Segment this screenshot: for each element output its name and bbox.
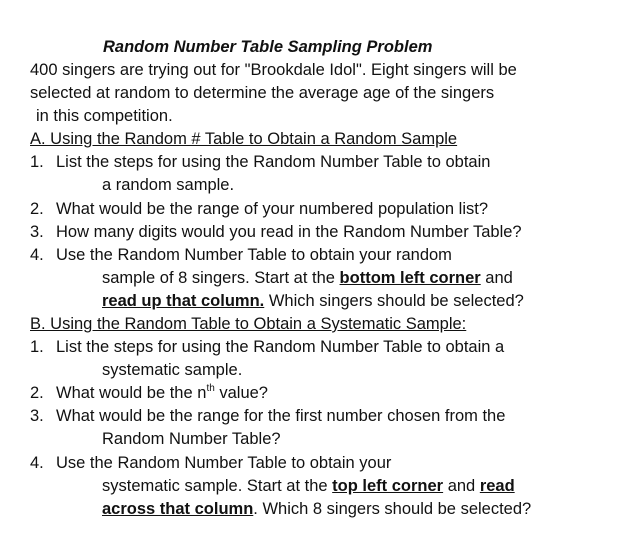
section-b-question-4	[30, 452, 391, 474]
intro-line-1: 400 singers are trying out for "Brookdale Idol". Eight singers will be	[30, 61, 517, 79]
section-b-question-3	[30, 405, 505, 427]
section-b-question-4-cont	[102, 475, 515, 497]
section-b-question-3-cont: Random Number Table?	[102, 430, 281, 448]
question-number: 2.	[30, 384, 44, 402]
page-title: Random Number Table Sampling Problem	[103, 38, 433, 56]
emphasis-text: top left corner	[332, 477, 444, 495]
emphasis-text: across that column	[102, 500, 254, 518]
question-text: What would be the n	[56, 384, 207, 402]
section-a-question-4-cont-2	[102, 290, 524, 312]
question-number: 1.	[30, 338, 44, 356]
section-b-question-2	[30, 382, 268, 404]
question-number: 3.	[30, 407, 44, 425]
question-text: What would be the range for the first number chosen from the	[56, 407, 506, 425]
section-a-question-4-cont	[102, 267, 513, 289]
question-number: 2.	[30, 200, 44, 218]
section-b-question-1-cont: systematic sample.	[102, 361, 243, 379]
question-text: . Which 8 singers should be selected?	[253, 500, 532, 518]
section-b-question-1	[30, 336, 504, 358]
emphasis-text: bottom left corner	[339, 269, 481, 287]
question-text: Use the Random Number Table to obtain your	[56, 454, 392, 472]
question-number: 3.	[30, 223, 44, 241]
emphasis-text: read up that column.	[102, 292, 265, 310]
question-text: and	[480, 269, 513, 287]
intro-line-2: selected at random to determine the average age of the singers	[30, 84, 495, 102]
question-text: Which singers should be selected?	[264, 292, 524, 310]
question-number: 1.	[30, 153, 44, 171]
emphasis-text: read	[479, 477, 515, 495]
section-a-question-2	[30, 198, 488, 220]
question-text: value?	[214, 384, 268, 402]
question-text: How many digits would you read in the Random Number Table?	[56, 223, 522, 241]
question-text: sample of 8 singers. Start at the	[102, 269, 340, 287]
section-b-question-4-cont-2	[102, 498, 531, 520]
section-a-question-1-cont: a random sample.	[102, 176, 235, 194]
superscript: th	[206, 382, 215, 394]
question-text: systematic sample. Start at the	[102, 477, 333, 495]
question-number: 4.	[30, 246, 44, 264]
question-text: and	[443, 477, 480, 495]
section-a-question-3	[30, 221, 522, 243]
question-text: What would be the range of your numbered population list?	[56, 200, 489, 218]
section-a-heading: A. Using the Random # Table to Obtain a Random Sample	[30, 130, 458, 148]
intro-line-3: in this competition.	[36, 107, 173, 125]
section-a-question-4	[30, 244, 452, 266]
question-text: Use the Random Number Table to obtain your random	[56, 246, 452, 264]
question-text: List the steps for using the Random Number Table to obtain a	[56, 338, 505, 356]
question-number: 4.	[30, 454, 44, 472]
question-text: List the steps for using the Random Number Table to obtain	[56, 153, 491, 171]
section-b-heading: B. Using the Random Table to Obtain a Systematic Sample:	[30, 315, 467, 333]
section-a-question-1	[30, 151, 490, 173]
